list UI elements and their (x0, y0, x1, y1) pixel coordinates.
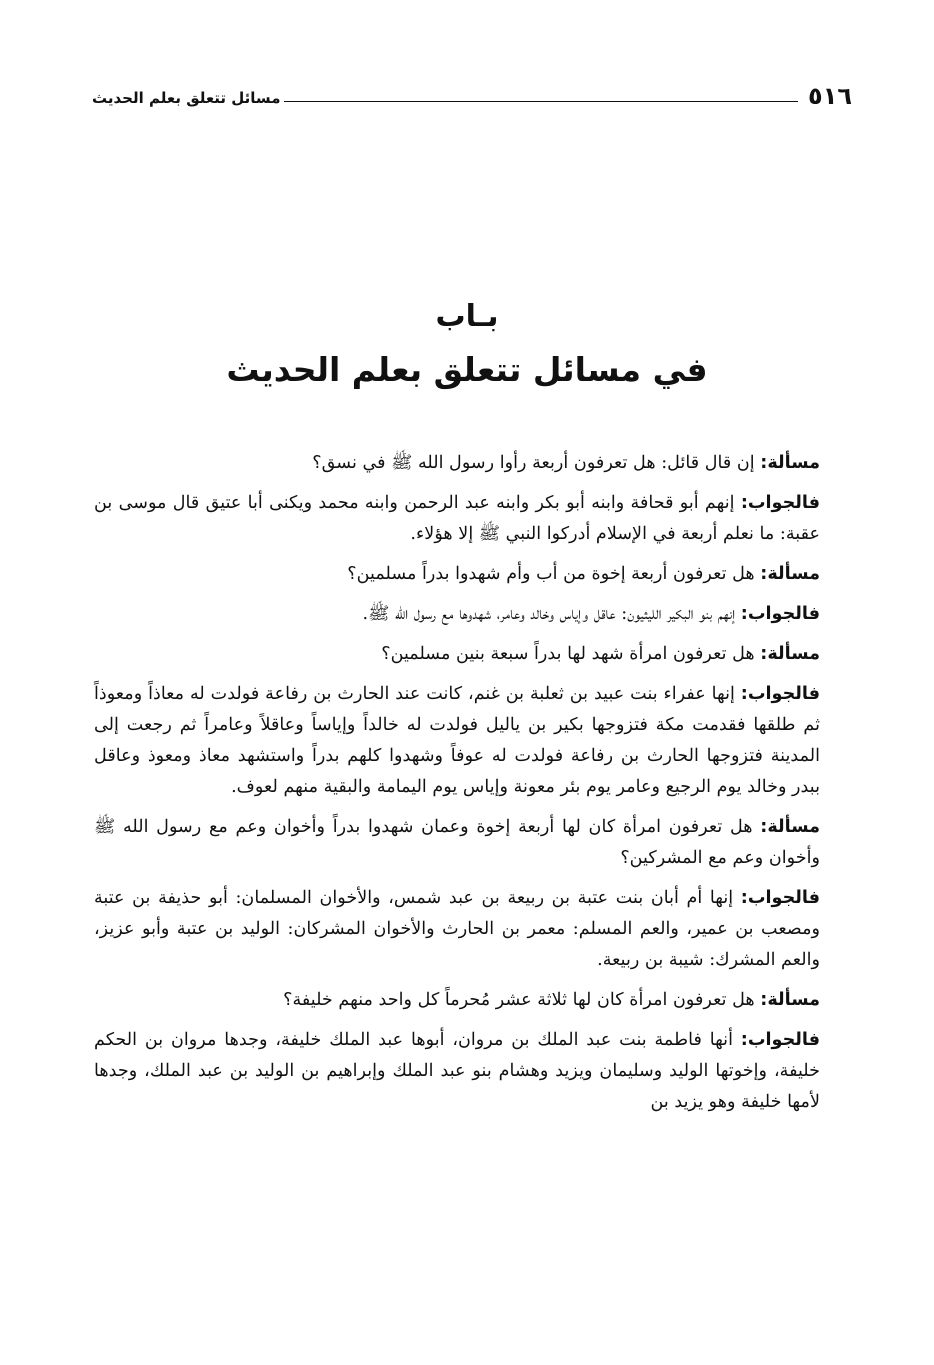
answer-paragraph (94, 488, 860, 550)
answer-text: إنهم بنو البكير الليثيون: عاقل وإياس وخالد وعامر، شهدوها مع رسول الله ﷺ. (362, 604, 741, 624)
question-text: هل تعرفون امرأة كان لها ثلاثة عشر مُحرماً كل واحد منهم خليفة؟ (283, 990, 761, 1010)
page-number: ٥١٦ (808, 82, 852, 110)
header-rule (284, 101, 798, 102)
question-paragraph (94, 812, 860, 874)
answer-label: فالجواب: (740, 888, 820, 908)
answer-text: إنها أم أبان بنت عتبة بن ربيعة بن عبد شمس، والأخوان المسلمان: أبو حذيفة بن عتبة ومصعب بن عمير، والعم المسلم: معمر بن الحارث والأخوان المشركان: الوليد بن عتبة وأبو عزيز، والعم المشرك: شيبة بن ربيعة. (94, 888, 820, 970)
page-header (92, 70, 852, 110)
answer-paragraph (94, 679, 860, 803)
answer-label: فالجواب: (740, 1030, 820, 1050)
question-text: هل تعرفون امرأة شهد لها بدراً سبعة بنين مسلمين؟ (381, 644, 761, 664)
question-label: مسألة: (760, 990, 820, 1010)
question-label: مسألة: (760, 644, 820, 664)
question-label: مسألة: (760, 817, 820, 837)
question-text: إن قال قائل: هل تعرفون أربعة رأوا رسول الله ﷺ في نسق؟ (312, 453, 761, 473)
answer-text: أنها فاطمة بنت عبد الملك بن مروان، أبوها عبد الملك خليفة، وجدها مروان بن الحكم خليفة، وإخوتها الوليد وسليمان ويزيد وهشام بنو عبد الملك وإبراهيم بن الوليد بن عبد الملك، وجدها لأمها خليفة وهو يزيد بن (94, 1030, 820, 1112)
answer-paragraph (94, 883, 860, 976)
chapter-heading: بـاب (435, 299, 499, 334)
question-paragraph (94, 448, 860, 479)
question-paragraph (94, 985, 860, 1016)
answer-text: إنها عفراء بنت عبيد بن ثعلبة بن غنم، كانت عند الحارث بن رفاعة فولدت له معاذاً ومعوذاً ثم طلقها فقدمت مكة فتزوجها بكير بن ياليل فولدت له خالداً وإياساً وعاقلاً وعامراً ثم رجعت إلى المدينة فتزوجها الحارث بن رفاعة فولدت له عوفاً وشهدوا كلهم بدراً واستشهد معاذ ومعوذ وعاقل ببدر وخالد يوم الرجيع وعامر يوم بئر معونة وإياس يوم اليمامة والبقية منهم لعوف. (94, 684, 820, 797)
question-text: هل تعرفون امرأة كان لها أربعة إخوة وعمان شهدوا بدراً وأخوان وعم مع رسول الله ﷺ وأخوان وعم مع المشركين؟ (94, 817, 820, 868)
answer-label: فالجواب: (740, 684, 820, 704)
running-title: مسائل تتعلق بعلم الحديث (92, 89, 281, 107)
question-label: مسألة: (760, 453, 820, 473)
question-text: هل تعرفون أربعة إخوة من أب وأم شهدوا بدراً مسلمين؟ (347, 564, 761, 584)
page-body (94, 448, 860, 1127)
answer-paragraph (94, 599, 860, 630)
answer-label: فالجواب: (740, 493, 821, 513)
question-paragraph (94, 639, 860, 670)
chapter-title: في مسائل تتعلق بعلم الحديث (226, 350, 708, 389)
answer-label: فالجواب: (740, 604, 820, 624)
answer-paragraph (94, 1025, 860, 1118)
question-paragraph (94, 559, 860, 590)
answer-text: إنهم أبو قحافة وابنه أبو بكر وابنه عبد الرحمن وابنه محمد ويكنى أبا عتيق قال موسى بن عقبة: ما نعلم أربعة في الإسلام أدركوا النبي ﷺ إلا هؤلاء. (94, 493, 820, 544)
question-label: مسألة: (760, 564, 820, 584)
